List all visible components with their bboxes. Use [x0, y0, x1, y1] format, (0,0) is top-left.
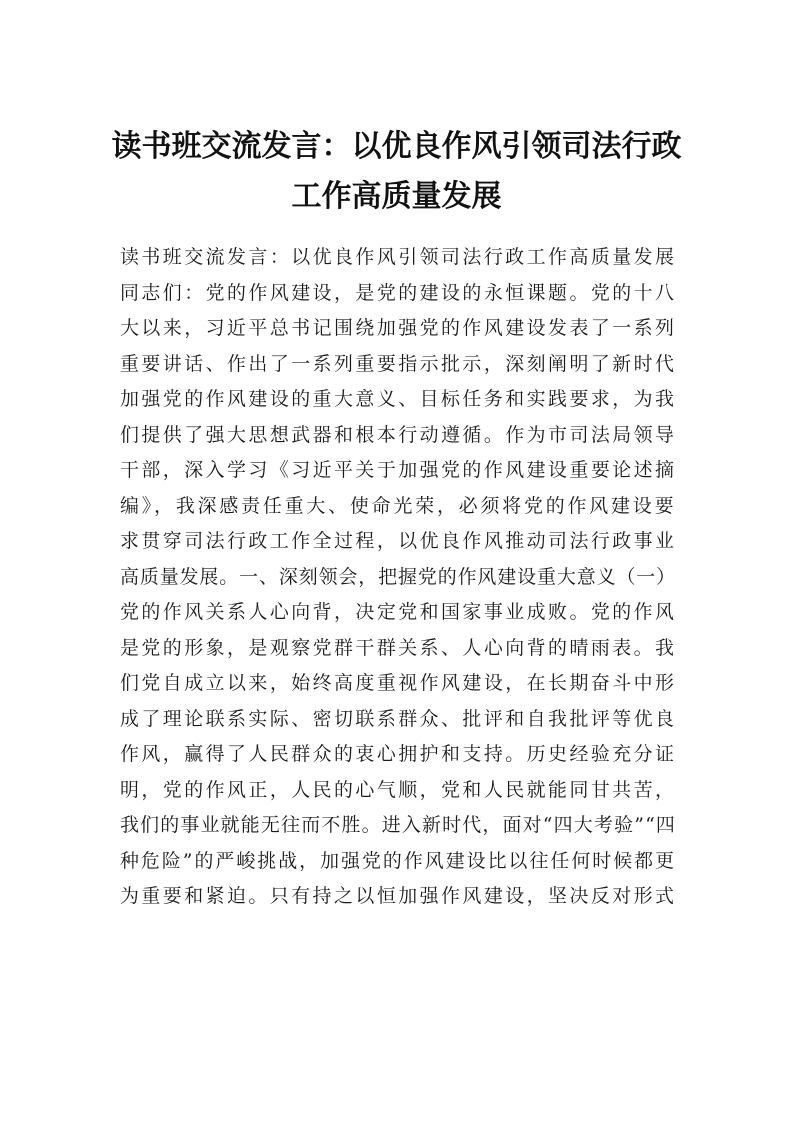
- body-line: 们党自成立以来，始终高度重视作风建设，在长期奋斗中形: [120, 672, 677, 694]
- body-line: 党的作风关系人心向背，决定党和国家事业成败。党的作风: [120, 601, 677, 623]
- body-line: 我们的事业就能无往而不胜。进入新时代，面对“四大考验”“四: [120, 814, 677, 836]
- body-line: 们提供了强大思想武器和根本行动遵循。作为市司法局领导: [120, 423, 677, 446]
- body-line: 种危险”的严峻挑战，加强党的作风建设比以往任何时候都更: [120, 849, 676, 872]
- body-line: 重要讲话、作出了一系列重要指示批示，深刻阐明了新时代: [120, 352, 677, 375]
- body-line: 大以来，习近平总书记围绕加强党的作风建设发表了一系列: [120, 317, 677, 339]
- body-line: 为重要和紧迫。只有持之以恒加强作风建设，坚决反对形式: [120, 885, 677, 907]
- body-line: 明，党的作风正，人民的心气顺，党和人民就能同甘共苦，: [120, 778, 677, 801]
- document-title: [100, 122, 693, 222]
- body-line: 加强党的作风建设的重大意义、目标任务和实践要求，为我: [120, 388, 677, 410]
- body-line: 高质量发展。一、深刻领会，把握党的作风建设重大意义（一）: [120, 565, 676, 588]
- body-line: 求贯穿司法行政工作全过程，以优良作风推动司法行政事业: [120, 530, 677, 552]
- body-line: 成了理论联系实际、密切联系群众、批评和自我批评等优良: [120, 707, 677, 730]
- body-line: 干部，深入学习《习近平关于加强党的作风建设重要论述摘: [120, 459, 677, 481]
- title-line-2: 工作高质量发展: [291, 179, 502, 214]
- body-line: 读书班交流发言：以优良作风引领司法行政工作高质量发展: [120, 246, 677, 268]
- body-line: 作风，赢得了人民群众的衷心拥护和支持。历史经验充分证: [120, 743, 677, 765]
- body-line: 是党的形象，是观察党群干群关系、人心向背的晴雨表。我: [120, 636, 677, 659]
- document-body: [120, 240, 676, 915]
- body-line: 编》，我深感责任重大、使命光荣，必须将党的作风建设要: [120, 494, 677, 517]
- title-line-1: 读书班交流发言：以优良作风引领司法行政: [111, 129, 682, 164]
- body-line: 同志们：党的作风建设，是党的建设的永恒课题。党的十八: [120, 281, 677, 304]
